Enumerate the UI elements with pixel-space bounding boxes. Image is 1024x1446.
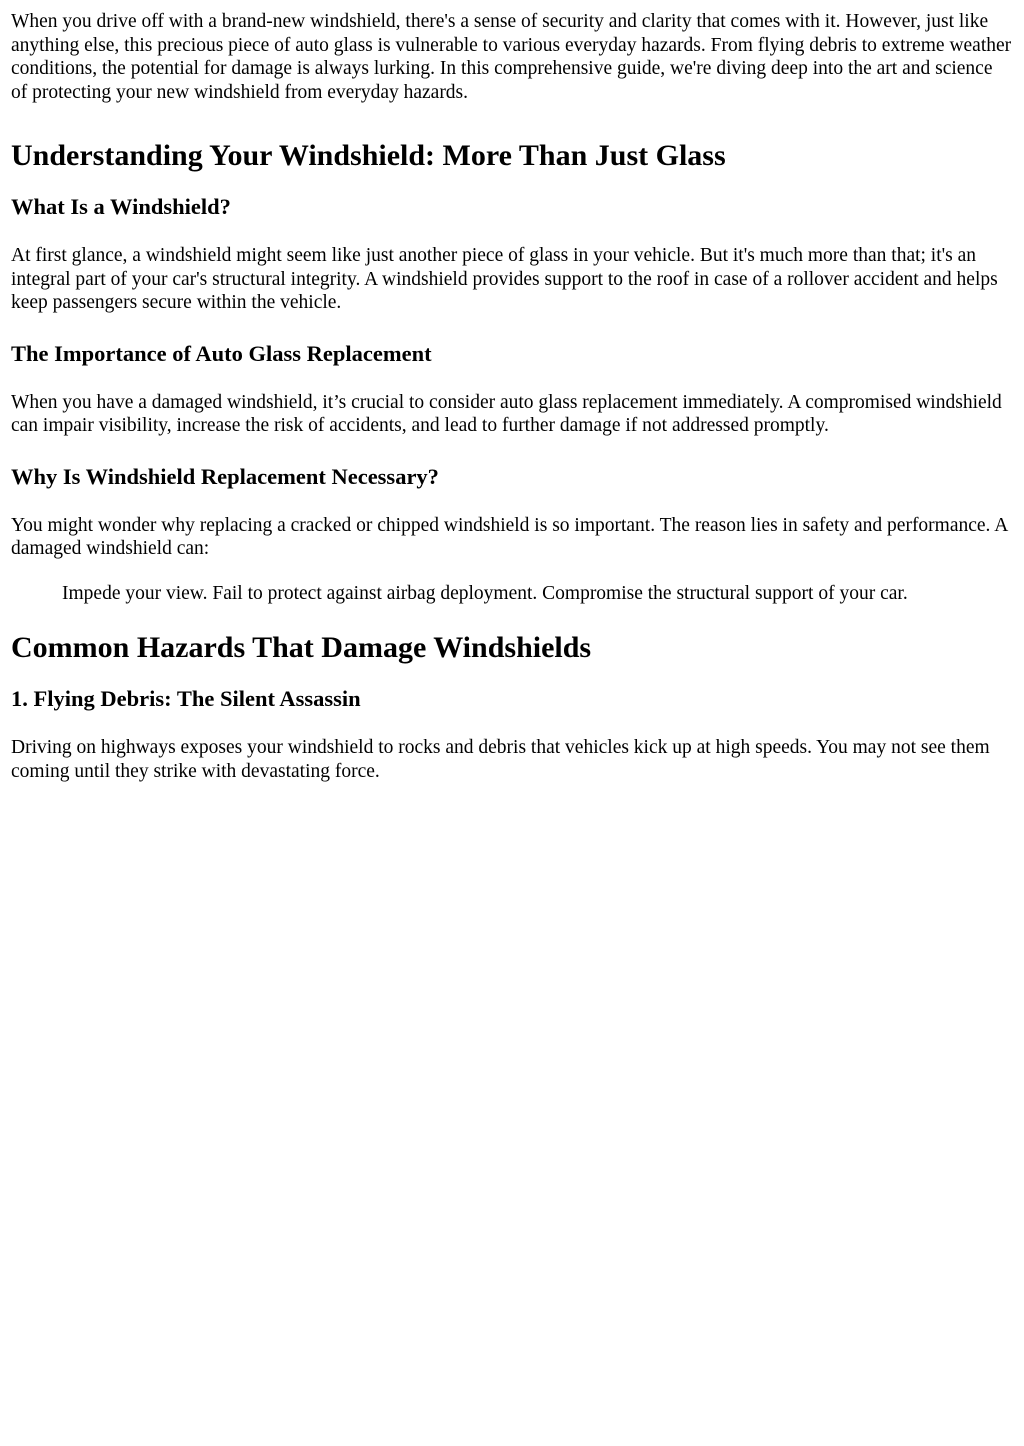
body-paragraph: You might wonder why replacing a cracked or chipped windshield is so important. The reason lies in safety and performance. A damaged windshield can: — [11, 514, 1008, 559]
section-heading: Understanding Your Windshield: More Than Just Glass — [11, 139, 726, 172]
intro-paragraph: When you drive off with a brand-new windshield, there's a sense of security and clarity that comes with it. However, just like anything else, this precious piece of auto glass is vulnerable to various everyday hazards. From flying debris to extreme weather conditions, the potential for damage is always lurking. In this comprehensive guide, we're diving deep into the art and science of protecting your new windshield from everyday hazards. — [11, 11, 1012, 103]
subsection-heading: The Importance of Auto Glass Replacement — [11, 340, 432, 366]
body-paragraph: Driving on highways exposes your windshield to rocks and debris that vehicles kick up at high speeds. You may not see them coming until they strike with devastating force. — [11, 737, 990, 782]
section-heading: Common Hazards That Damage Windshields — [11, 631, 592, 664]
body-paragraph: When you have a damaged windshield, it’s crucial to consider auto glass replacement immediately. A compromised windshield can impair visibility, increase the risk of accidents, and lead to further damage if not addressed promptly. — [11, 391, 1002, 436]
subsection-heading: What Is a Windshield? — [11, 194, 231, 219]
damage-list: Impede your view. Fail to protect against airbag deployment. Compromise the structural support of your car. — [62, 582, 908, 604]
subsection-heading: Why Is Windshield Replacement Necessary? — [11, 463, 439, 489]
subsection-heading: 1. Flying Debris: The Silent Assassin — [11, 686, 361, 711]
body-paragraph: At first glance, a windshield might seem like just another piece of glass in your vehicle. But it's much more than that; it's an integral part of your car's structural integrity. A windshield provides support to the roof in case of a rollover accident and helps keep passengers secure within the vehicle. — [11, 245, 998, 313]
